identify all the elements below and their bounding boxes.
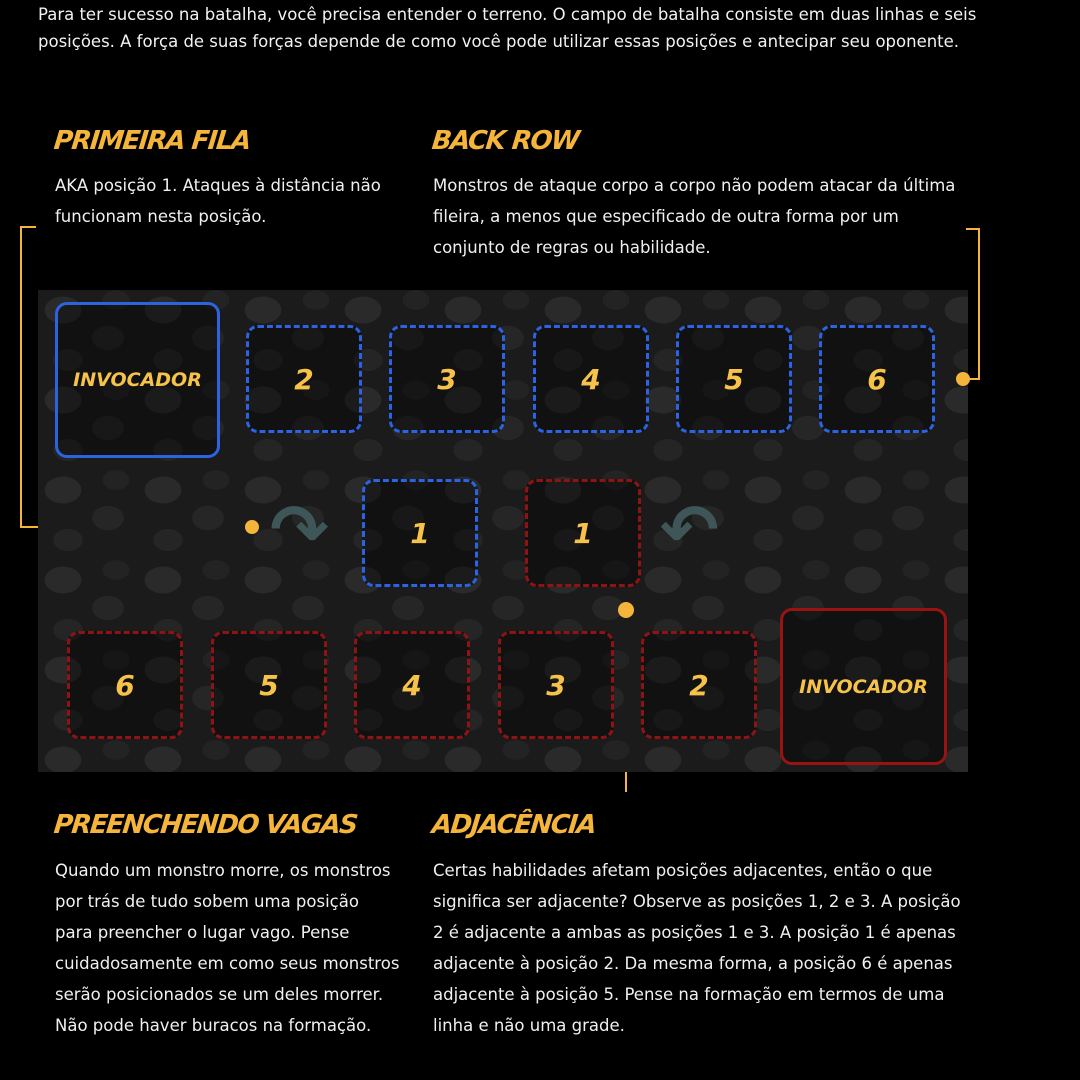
red-position-4	[354, 631, 470, 739]
red-summoner-slot	[780, 608, 947, 765]
blue-position-2-label: 2	[294, 362, 314, 396]
red-position-5-label: 5	[259, 668, 279, 702]
red-position-5	[211, 631, 327, 739]
blue-position-3-label: 3	[437, 362, 457, 396]
heading-filling-gaps: PREENCHENDO VAGAS	[52, 810, 359, 840]
battlefield-board	[38, 290, 968, 772]
filling-gaps-text: Quando um monstro morre, os monstros por trás de tudo sobem uma posição para preencher o lugar vago. Pense cuidadosamente em como seus monstros serão posicionados se um deles morrer. Não pode haver buracos na formação.	[55, 861, 400, 1035]
front-row-text: AKA posição 1. Ataques à distância não funcionam nesta posição.	[55, 176, 381, 226]
blue-position-1-label: 1	[410, 516, 430, 550]
adjacency-connector-dot	[618, 602, 634, 618]
blue-position-6	[819, 325, 935, 433]
back-row-connector-top	[966, 228, 980, 230]
red-position-2-label: 2	[689, 668, 709, 702]
red-position-1	[525, 479, 641, 587]
back-row-text: Monstros de ataque corpo a corpo não podem atacar da última fileira, a menos que especificado de outra forma por um conjunto de regras ou habilidade.	[433, 176, 956, 257]
red-summoner-label: INVOCADOR	[799, 675, 928, 698]
intro-text: Para ter sucesso na batalha, você precisa entender o terreno. O campo de batalha consiste em duas linhas e seis posições. A força de suas forças depende de como você pode utilizar essas posições e antecipar seu oponente.	[38, 5, 977, 51]
red-position-3	[498, 631, 614, 739]
heading-adjacency: ADJACÊNCIA	[430, 810, 597, 840]
blue-position-3	[389, 325, 505, 433]
blue-position-5	[676, 325, 792, 433]
curved-arrow-right-icon: ↷	[270, 489, 329, 571]
red-position-2	[641, 631, 757, 739]
blue-position-5-label: 5	[724, 362, 744, 396]
back-row-connector-dot	[956, 372, 970, 386]
blue-position-4-label: 4	[581, 362, 601, 396]
red-position-1-label: 1	[573, 516, 593, 550]
front-row-connector-vertical	[20, 226, 22, 528]
blue-summoner-label: INVOCADOR	[73, 369, 202, 391]
blue-position-6-label: 6	[867, 362, 887, 396]
red-position-6-label: 6	[115, 668, 135, 702]
heading-front-row: PRIMEIRA FILA	[52, 126, 252, 156]
red-position-3-label: 3	[546, 668, 566, 702]
back-row-connector-vertical	[978, 228, 980, 380]
blue-position-2	[246, 325, 362, 433]
curved-arrow-left-icon: ↶	[660, 489, 719, 571]
heading-back-row: BACK ROW	[430, 126, 580, 156]
front-row-connector-dot	[245, 520, 259, 534]
adjacency-text: Certas habilidades afetam posições adjacentes, então o que significa ser adjacente? Observe as posições 1, 2 e 3. A posição 2 é adjacente a ambas as posições 1 e 3. A posição 1 é apenas adjacente à posição 2. Da mesma forma, a posição 6 é apenas adjacente à posição 5. Pense na formação em termos de uma linha e não uma grade.	[433, 861, 961, 1035]
red-position-4-label: 4	[402, 668, 422, 702]
front-row-connector-top	[20, 226, 36, 228]
red-position-6	[67, 631, 183, 739]
blue-position-1	[362, 479, 478, 587]
blue-summoner-slot	[55, 302, 220, 458]
blue-position-4	[533, 325, 649, 433]
